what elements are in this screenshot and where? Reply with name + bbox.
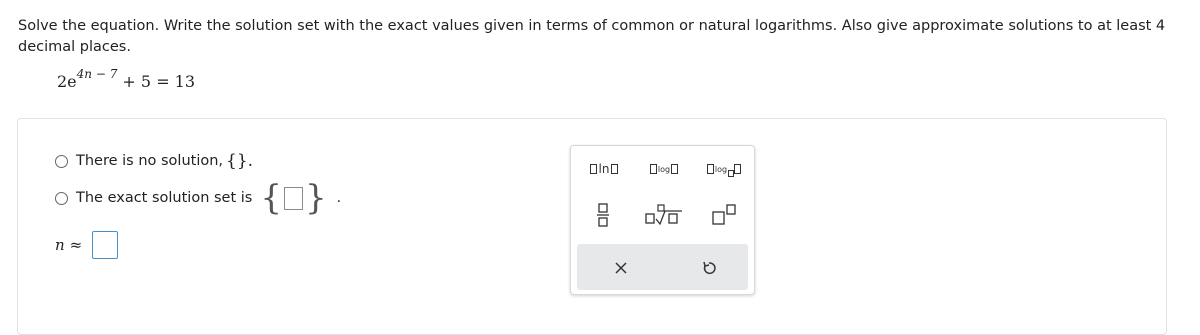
log-base-button[interactable]: [699, 160, 749, 178]
option-no-solution-label: There is no solution,: [76, 153, 224, 169]
exponent-button[interactable]: [709, 200, 739, 230]
log-value-box-icon: [671, 164, 678, 174]
ln-button[interactable]: [579, 160, 629, 178]
left-brace: {: [260, 178, 282, 218]
period: .: [336, 190, 342, 206]
right-brace: }: [305, 178, 327, 218]
palette-action-bar: [577, 244, 748, 290]
exponent-icon: [710, 202, 738, 228]
equation: [57, 67, 196, 91]
instructions: Solve the equation. Write the solution set with the exact values given in terms of common or natural logarithms. Also give approximate solutions to at least 4 decimal places.: [18, 18, 1166, 55]
ln-arg-box-icon: [590, 164, 597, 174]
fraction-icon: [596, 202, 610, 228]
logbase-value-box-icon: [734, 164, 741, 174]
approx-row: [55, 231, 118, 259]
solution-set-field[interactable]: [284, 187, 303, 210]
logbase-arg-box-icon: [707, 164, 714, 174]
math-palette: [570, 145, 755, 295]
option-exact-label: The exact solution set is: [76, 190, 253, 206]
ln-label: ln: [598, 162, 610, 176]
approx-symbol: ≈: [69, 236, 83, 254]
option-exact-solution[interactable]: [55, 178, 342, 218]
approx-variable: n: [55, 236, 65, 254]
nth-root-button[interactable]: [643, 200, 685, 230]
log-label: log: [657, 164, 671, 174]
log-arg-box-icon: [650, 164, 657, 174]
times-icon: [614, 261, 628, 275]
log-button[interactable]: [639, 160, 689, 178]
equation-coefficient: 2e: [57, 72, 77, 91]
log-base-label: log: [714, 164, 728, 174]
radio-exact-solution[interactable]: [55, 192, 68, 205]
clear-button[interactable]: [609, 256, 633, 280]
undo-icon: [701, 260, 717, 276]
solution-set-input[interactable]: [260, 178, 327, 218]
radio-no-solution[interactable]: [55, 155, 68, 168]
approx-answer-input[interactable]: [92, 231, 118, 259]
ln-value-box-icon: [611, 164, 618, 174]
fraction-button[interactable]: [591, 200, 615, 230]
equation-exponent: 4n − 7: [76, 67, 118, 81]
undo-button[interactable]: [697, 256, 721, 280]
option-no-solution[interactable]: [55, 151, 253, 171]
equation-rest: + 5 = 13: [117, 72, 196, 91]
empty-set-text: {}.: [226, 151, 254, 171]
nth-root-icon: [644, 202, 684, 228]
